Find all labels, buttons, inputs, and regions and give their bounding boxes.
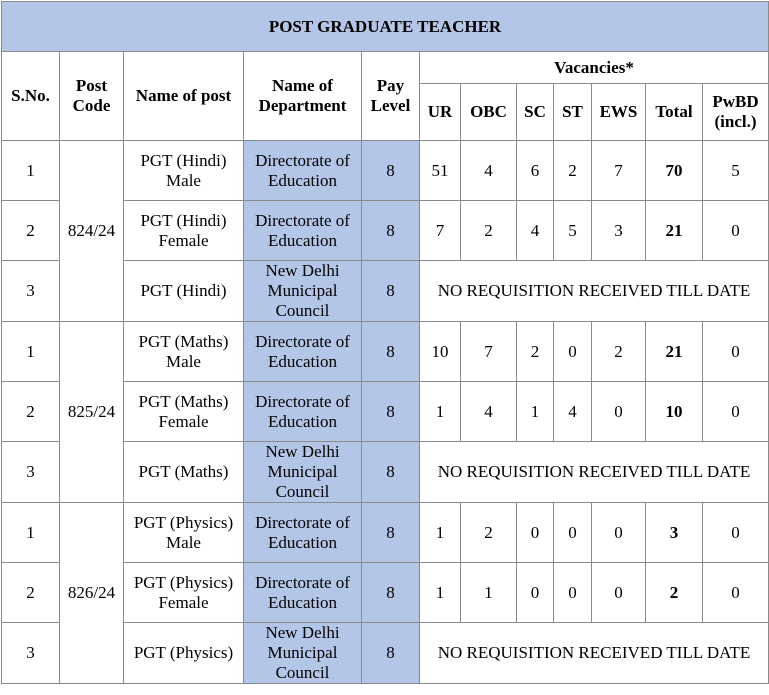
ur-cell: 1 <box>420 563 461 623</box>
header-sno: S.No. <box>2 52 60 141</box>
obc-cell: 2 <box>461 503 517 563</box>
pay-level-cell: 8 <box>362 503 420 563</box>
obc-cell: 4 <box>461 141 517 201</box>
header-department: Name of Department <box>244 52 362 141</box>
pwbd-cell: 0 <box>703 201 769 261</box>
total-cell: 2 <box>646 563 703 623</box>
pay-level-cell: 8 <box>362 382 420 442</box>
post-name-cell: PGT (Physics) <box>124 623 244 684</box>
post-name-cell: PGT (Physics) Male <box>124 503 244 563</box>
header-ur: UR <box>420 84 461 141</box>
post-name-cell: PGT (Hindi) <box>124 261 244 322</box>
sno-cell: 3 <box>2 442 60 503</box>
ur-cell: 1 <box>420 382 461 442</box>
total-cell: 3 <box>646 503 703 563</box>
post-name-cell: PGT (Maths) Male <box>124 322 244 382</box>
pwbd-cell: 0 <box>703 503 769 563</box>
sno-cell: 2 <box>2 563 60 623</box>
header-st: ST <box>554 84 592 141</box>
st-cell: 5 <box>554 201 592 261</box>
sc-cell: 1 <box>517 382 554 442</box>
no-requisition-note: NO REQUISITION RECEIVED TILL DATE <box>420 442 769 503</box>
sno-cell: 2 <box>2 201 60 261</box>
department-cell: New Delhi Municipal Council <box>244 261 362 322</box>
total-cell: 10 <box>646 382 703 442</box>
sc-cell: 4 <box>517 201 554 261</box>
table-body <box>2 141 769 684</box>
pay-level-cell: 8 <box>362 563 420 623</box>
obc-cell: 1 <box>461 563 517 623</box>
obc-cell: 2 <box>461 201 517 261</box>
st-cell: 2 <box>554 141 592 201</box>
post-code-cell: 824/24 <box>60 141 124 322</box>
header-pay-level: Pay Level <box>362 52 420 141</box>
sno-cell: 1 <box>2 141 60 201</box>
ews-cell: 0 <box>592 503 646 563</box>
header-ews: EWS <box>592 84 646 141</box>
header-vacancies: Vacancies* <box>420 52 769 84</box>
department-cell: New Delhi Municipal Council <box>244 623 362 684</box>
header-sc: SC <box>517 84 554 141</box>
header-name-of-post: Name of post <box>124 52 244 141</box>
post-code-cell: 825/24 <box>60 322 124 503</box>
pay-level-cell: 8 <box>362 442 420 503</box>
ews-cell: 0 <box>592 382 646 442</box>
ews-cell: 0 <box>592 563 646 623</box>
department-cell: Directorate of Education <box>244 141 362 201</box>
pay-level-cell: 8 <box>362 623 420 684</box>
post-name-cell: PGT (Hindi) Male <box>124 141 244 201</box>
sno-cell: 3 <box>2 623 60 684</box>
sno-cell: 2 <box>2 382 60 442</box>
sno-cell: 3 <box>2 261 60 322</box>
table-row <box>2 322 769 382</box>
no-requisition-note: NO REQUISITION RECEIVED TILL DATE <box>420 261 769 322</box>
pay-level-cell: 8 <box>362 322 420 382</box>
ur-cell: 1 <box>420 503 461 563</box>
vacancy-table <box>1 1 769 684</box>
post-name-cell: PGT (Maths) Female <box>124 382 244 442</box>
header-post-code: Post Code <box>60 52 124 141</box>
pay-level-cell: 8 <box>362 141 420 201</box>
st-cell: 0 <box>554 563 592 623</box>
department-cell: Directorate of Education <box>244 201 362 261</box>
pwbd-cell: 5 <box>703 141 769 201</box>
pwbd-cell: 0 <box>703 382 769 442</box>
pwbd-cell: 0 <box>703 563 769 623</box>
obc-cell: 4 <box>461 382 517 442</box>
ews-cell: 3 <box>592 201 646 261</box>
pwbd-cell: 0 <box>703 322 769 382</box>
table-title: POST GRADUATE TEACHER <box>2 2 769 52</box>
ur-cell: 7 <box>420 201 461 261</box>
department-cell: Directorate of Education <box>244 503 362 563</box>
total-cell: 21 <box>646 201 703 261</box>
obc-cell: 7 <box>461 322 517 382</box>
st-cell: 0 <box>554 322 592 382</box>
sc-cell: 6 <box>517 141 554 201</box>
post-name-cell: PGT (Maths) <box>124 442 244 503</box>
department-cell: New Delhi Municipal Council <box>244 442 362 503</box>
total-cell: 21 <box>646 322 703 382</box>
department-cell: Directorate of Education <box>244 563 362 623</box>
department-cell: Directorate of Education <box>244 322 362 382</box>
pay-level-cell: 8 <box>362 261 420 322</box>
sc-cell: 2 <box>517 322 554 382</box>
header-pwbd: PwBD (incl.) <box>703 84 769 141</box>
sno-cell: 1 <box>2 503 60 563</box>
ews-cell: 2 <box>592 322 646 382</box>
total-cell: 70 <box>646 141 703 201</box>
ews-cell: 7 <box>592 141 646 201</box>
table-row <box>2 141 769 201</box>
pay-level-cell: 8 <box>362 201 420 261</box>
table-row <box>2 503 769 563</box>
st-cell: 0 <box>554 503 592 563</box>
header-total: Total <box>646 84 703 141</box>
sc-cell: 0 <box>517 503 554 563</box>
header-obc: OBC <box>461 84 517 141</box>
sc-cell: 0 <box>517 563 554 623</box>
st-cell: 4 <box>554 382 592 442</box>
no-requisition-note: NO REQUISITION RECEIVED TILL DATE <box>420 623 769 684</box>
post-code-cell: 826/24 <box>60 503 124 684</box>
sno-cell: 1 <box>2 322 60 382</box>
department-cell: Directorate of Education <box>244 382 362 442</box>
ur-cell: 51 <box>420 141 461 201</box>
ur-cell: 10 <box>420 322 461 382</box>
post-name-cell: PGT (Physics) Female <box>124 563 244 623</box>
post-name-cell: PGT (Hindi) Female <box>124 201 244 261</box>
